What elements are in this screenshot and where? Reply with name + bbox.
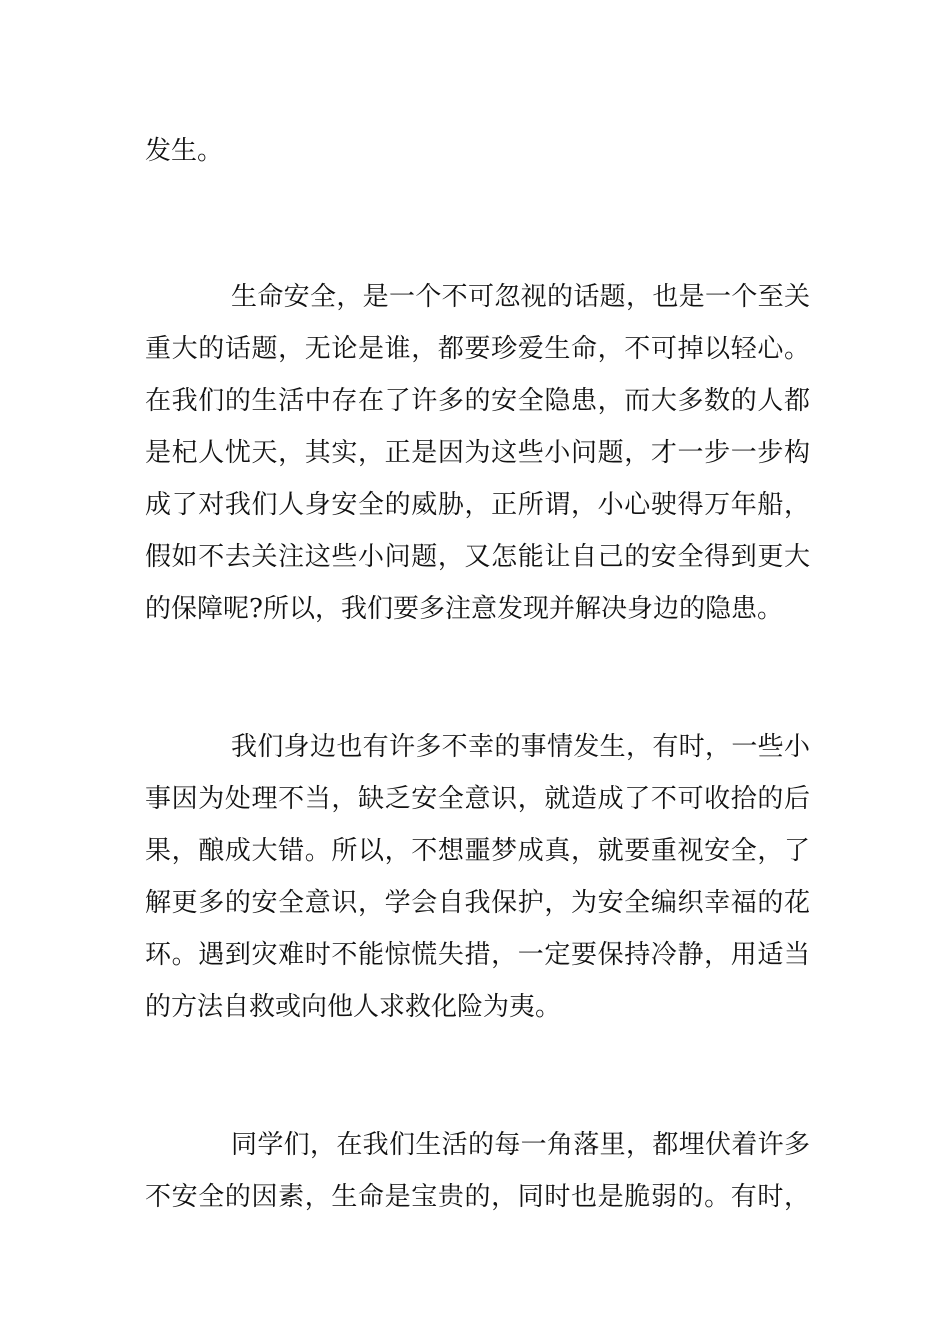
paragraph-1-line-1: 发生。 [145,136,224,166]
paragraph-4-line-1: 同学们，在我们生活的每一角落里，都埋伏着许多 [231,1130,810,1160]
paragraph-2-line-1: 生命安全，是一个不可忽视的话题，也是一个至关 [231,282,810,312]
paragraph-2-line-2: 重大的话题，无论是谁，都要珍爱生命，不可掉以轻心。 [145,334,810,364]
paragraph-2-line-5: 成了对我们人身安全的威胁，正所谓，小心驶得万年船， [145,490,810,520]
paragraph-3-line-2: 事因为处理不当，缺乏安全意识，就造成了不可收拾的后 [145,784,810,814]
paragraph-3-line-5: 环。遇到灾难时不能惊慌失措，一定要保持冷静，用适当 [145,940,810,970]
paragraph-3-line-4: 解更多的安全意识，学会自我保护，为安全编织幸福的花 [145,888,810,918]
paragraph-2-line-3: 在我们的生活中存在了许多的安全隐患，而大多数的人都 [145,386,810,416]
paragraph-2-line-4: 是杞人忧天，其实，正是因为这些小问题，才一步一步构 [145,438,810,468]
paragraph-3-line-3: 果，酿成大错。所以，不想噩梦成真，就要重视安全，了 [145,836,810,866]
paragraph-4-line-2: 不安全的因素，生命是宝贵的，同时也是脆弱的。有时， [145,1182,810,1212]
paragraph-3-line-1: 我们身边也有许多不幸的事情发生，有时，一些小 [231,732,810,762]
paragraph-3-line-6: 的方法自救或向他人求救化险为夷。 [145,992,562,1022]
paragraph-2-line-7: 的保障呢?所以，我们要多注意发现并解决身边的隐患。 [145,594,783,624]
paragraph-2-line-6: 假如不去关注这些小问题，又怎能让自己的安全得到更大 [145,542,810,572]
